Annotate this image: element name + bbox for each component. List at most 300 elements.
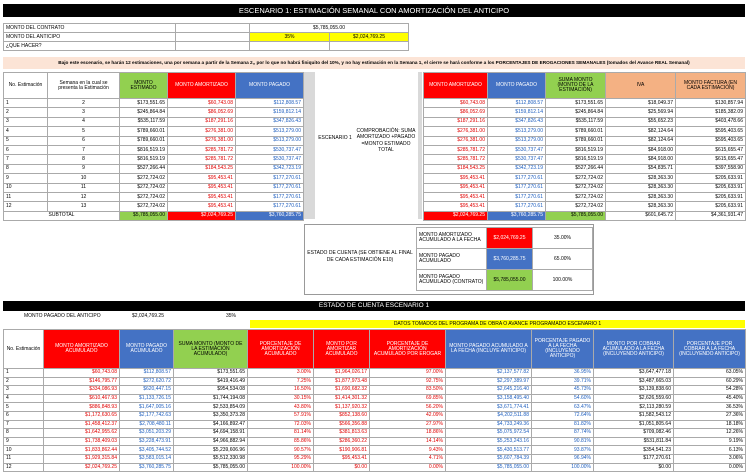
cell-no: 9 — [4, 174, 48, 183]
cell-suma-acumulado: $173,551.65 — [174, 369, 248, 378]
cell-por-cobrar: $2,113,280.59 — [594, 403, 674, 412]
cell-pagado-fecha: $3,671,774.41 — [446, 403, 532, 412]
s2-anticipo-pct: 35% — [226, 313, 237, 319]
cell-pct-amortizacion: 81.14% — [248, 429, 314, 438]
cell-monto-pagado-2: $112,808.57 — [488, 99, 546, 108]
cell-suma-acumulado: $5,512,330.98 — [174, 454, 248, 463]
cell-monto-pagado: $347,826.43 — [236, 117, 304, 126]
cell-semana: 13 — [48, 202, 120, 211]
comprobacion-label: COMPROBACIÓN: SUMA AMORTIZADO +PAGADO =MONTO ESTIMADO TOTAL — [356, 128, 416, 153]
estimations-table-left — [3, 72, 304, 221]
col-no-estimacion-2: No. Estimación — [4, 330, 44, 369]
cell-monto-pagado: $342,723.19 — [236, 164, 304, 173]
estado-row — [4, 377, 746, 386]
cell-pagado-fecha: $5,785,055.00 — [446, 463, 532, 472]
estimation-row — [4, 202, 304, 211]
estado-row — [4, 394, 746, 403]
cell-pct-por-cobrar: 63.05% — [674, 369, 746, 378]
estado-row — [4, 403, 746, 412]
subtotal-amortizado-2: $2,024,769.25 — [424, 211, 488, 220]
cell-por-cobrar: $1,582,543.12 — [594, 411, 674, 420]
cell-monto-amortizado: $60,743.08 — [168, 99, 236, 108]
cell-pct-amortizacion: 100.00% — [248, 463, 314, 472]
cell-monto-amortizado-2: $276,381.00 — [424, 127, 488, 136]
cell-monto-amortizado-2: $95,453.41 — [424, 183, 488, 192]
cell-pct-pagado-fecha: 54.60% — [532, 394, 594, 403]
cell-pct-por-erogar: 83.50% — [370, 386, 446, 395]
cell-suma-acumulado: $5,785,055.00 — [174, 463, 248, 472]
cell-monto-pagado: $159,812.14 — [236, 108, 304, 117]
cell-por-cobrar: $177,270.61 — [594, 454, 674, 463]
estimation-row-right — [424, 202, 746, 211]
subtotal-suma: $5,785,055.00 — [546, 211, 606, 220]
cell-semana: 4 — [48, 117, 120, 126]
cell-pct-amortizacion: 72.03% — [248, 420, 314, 429]
cell-no-estimacion-2: 7 — [4, 420, 44, 429]
cell-no: 12 — [4, 202, 48, 211]
cell-monto-pagado: $177,270.61 — [236, 202, 304, 211]
cell-suma-monto: $527,266.44 — [546, 164, 606, 173]
cell-no-estimacion-2: 6 — [4, 411, 44, 420]
estimation-row-right — [424, 136, 746, 145]
cell-monto-amortizado: $276,381.00 — [168, 127, 236, 136]
subtotal-iva: $601,645.72 — [606, 211, 676, 220]
cell-por-cobrar: $354,541.23 — [594, 446, 674, 455]
cell-monto-amortizado-2: $184,543.25 — [424, 164, 488, 173]
estimation-row — [4, 155, 304, 164]
subtotal-pagado-2: $3,760,285.75 — [488, 211, 546, 220]
cell-monto-factura: $205,633.91 — [676, 192, 746, 201]
estimation-row — [4, 117, 304, 126]
cell-semana: 6 — [48, 136, 120, 145]
cell-pagado-fecha: $5,253,243.16 — [446, 437, 532, 446]
estimation-row — [4, 136, 304, 145]
cell-por-amortizar: $1,877,973.48 — [314, 377, 370, 386]
cell-monto-factura: $595,403.65 — [676, 136, 746, 145]
s2-anticipo-value: $2,024,769.25 — [132, 313, 164, 319]
cell-monto-pagado: $530,737.47 — [236, 145, 304, 154]
cell-iva: $28,363.30 — [606, 174, 676, 183]
estimation-row — [4, 108, 304, 117]
cell-monto-estimado: $816,519.19 — [120, 145, 168, 154]
cell-no-estimacion-2: 4 — [4, 394, 44, 403]
cell-semana: 12 — [48, 192, 120, 201]
cell-monto-estimado: $272,724.02 — [120, 192, 168, 201]
cell-monto-pagado-2: $530,737.47 — [488, 155, 546, 164]
cell-monto-amortizado-2: $60,743.08 — [424, 99, 488, 108]
cell-pct-por-erogar: 18.86% — [370, 429, 446, 438]
cell-por-amortizar: $381,813.63 — [314, 429, 370, 438]
cell-pct-pagado-fecha: 93.87% — [532, 446, 594, 455]
cell-monto-amortizado-2: $285,781.72 — [424, 145, 488, 154]
estimation-row-right — [424, 99, 746, 108]
cell-no: 5 — [4, 136, 48, 145]
cell-pagado-acumulado: $1,133,726.15 — [120, 394, 174, 403]
cell-pct-pagado-fecha: 39.71% — [532, 377, 594, 386]
cell-pagado-fecha: $5,607,784.39 — [446, 454, 532, 463]
cell-pct-por-cobrar: 60.29% — [674, 377, 746, 386]
subtotal-pagado: $3,760,285.75 — [236, 211, 304, 220]
estimation-row — [4, 145, 304, 154]
cell-monto-pagado-2: $177,270.61 — [488, 183, 546, 192]
cell-pct-amortizacion: 7.25% — [248, 377, 314, 386]
cell-amortizado-acumulado: $1,642,955.62 — [44, 429, 120, 438]
cell-pct-por-cobrar: 0.00% — [674, 463, 746, 472]
cell-pct-por-cobrar: 3.06% — [674, 454, 746, 463]
s2-anticipo-label: MONTO PAGADO DEL ANTICIPO — [24, 313, 101, 319]
cell-monto-pagado-2: $513,279.00 — [488, 136, 546, 145]
cell-no: 10 — [4, 183, 48, 192]
cell-pct-pagado-fecha: 81.82% — [532, 420, 594, 429]
escenario-label: ESCENARIO 1 — [318, 135, 352, 141]
cell-monto-estimado: $789,660.01 — [120, 136, 168, 145]
cell-suma-acumulado: $3,350,373.28 — [174, 411, 248, 420]
cell-pct-pagado-fecha: 87.74% — [532, 429, 594, 438]
cell-suma-monto: $272,724.02 — [546, 174, 606, 183]
estimation-row-right — [424, 108, 746, 117]
estado-row — [4, 437, 746, 446]
col-semana: Semana en la cual se presenta la Estimación — [48, 73, 120, 99]
col-monto-pagado: MONTO PAGADO — [236, 73, 304, 99]
cell-suma-monto: $272,724.02 — [546, 192, 606, 201]
cell-pct-por-cobrar: 36.53% — [674, 403, 746, 412]
cell-semana: 7 — [48, 145, 120, 154]
cell-no-estimacion-2: 12 — [4, 463, 44, 472]
cell-por-amortizar: $566,356.88 — [314, 420, 370, 429]
cell-monto-estimado: $789,660.01 — [120, 127, 168, 136]
cell-amortizado-acumulado: $886,848.93 — [44, 403, 120, 412]
col-suma-monto: SUMA MONTO (MONTO DE LA ESTIMACIÓN) — [546, 73, 606, 99]
cell-pagado-acumulado: $3,051,203.29 — [120, 429, 174, 438]
cell-por-amortizar: $1,964,026.17 — [314, 369, 370, 378]
cell-pct-por-erogar: 92.75% — [370, 377, 446, 386]
col-por-amortizar: MONTO POR AMORTIZAR ACUMULADO — [314, 330, 370, 369]
estado-pagado-value: $3,760,285.75 — [487, 249, 533, 270]
cell-pct-amortizacion: 85.86% — [248, 437, 314, 446]
estimation-row-right — [424, 174, 746, 183]
cell-monto-pagado: $530,737.47 — [236, 155, 304, 164]
cell-monto-amortizado-2: $285,781.72 — [424, 155, 488, 164]
cell-suma-monto: $173,551.65 — [546, 99, 606, 108]
estimation-row-right — [424, 192, 746, 201]
cell-monto-amortizado-2: $276,381.00 — [424, 136, 488, 145]
cell-monto-amortizado: $95,453.41 — [168, 202, 236, 211]
cell-no-estimacion-2: 9 — [4, 437, 44, 446]
cell-iva: $82,124.64 — [606, 136, 676, 145]
cell-pct-por-erogar: 56.20% — [370, 403, 446, 412]
estado-amortizado-value: $2,024,769.25 — [487, 228, 533, 249]
cell-pagado-acumulado: $2,177,742.63 — [120, 411, 174, 420]
cell-por-cobrar: $0.00 — [594, 463, 674, 472]
cell-no: 6 — [4, 145, 48, 154]
cell-monto-pagado-2: $530,737.47 — [488, 145, 546, 154]
cell-suma-acumulado: $2,533,854.09 — [174, 403, 248, 412]
cell-por-cobrar: $1,051,805.64 — [594, 420, 674, 429]
cell-pct-amortizacion: 16.50% — [248, 386, 314, 395]
cell-pagado-acumulado: $1,647,005.16 — [120, 403, 174, 412]
estimation-row-right — [424, 117, 746, 126]
cell-suma-monto: $789,660.01 — [546, 136, 606, 145]
cell-suma-acumulado: $5,239,606.96 — [174, 446, 248, 455]
cell-pct-amortizacion: 95.29% — [248, 454, 314, 463]
contract-info-table — [3, 23, 409, 51]
subtotal-factura: $4,361,931.47 — [676, 211, 746, 220]
estado-row — [4, 446, 746, 455]
cell-monto-amortizado: $184,543.25 — [168, 164, 236, 173]
cell-monto-pagado-2: $513,279.00 — [488, 127, 546, 136]
cell-iva: $28,363.30 — [606, 183, 676, 192]
cell-amortizado-acumulado: $146,795.77 — [44, 377, 120, 386]
cell-pagado-acumulado: $3,760,285.75 — [120, 463, 174, 472]
cell-monto-pagado: $177,270.61 — [236, 174, 304, 183]
cell-amortizado-acumulado: $60,743.08 — [44, 369, 120, 378]
cell-suma-monto: $272,724.02 — [546, 183, 606, 192]
col-por-cobrar: MONTO POR COBRAR ACUMULADO A LA FECHA (INCLUYENDO ANTICIPO) — [594, 330, 674, 369]
cell-por-cobrar: $531,811.84 — [594, 437, 674, 446]
cell-no-estimacion-2: 8 — [4, 429, 44, 438]
cell-pct-pagado-fecha: 100.00% — [532, 463, 594, 472]
col-monto-factura: MONTO FACTURA (EN CADA ESTIMACIÓN) — [676, 73, 746, 99]
cell-monto-pagado-2: $177,270.61 — [488, 174, 546, 183]
cell-pagado-fecha: $2,297,389.97 — [446, 377, 532, 386]
estimation-row — [4, 174, 304, 183]
col-pct-por-erogar: PORCENTAJE DE AMORTIZACIÓN ACUMULADO POR EROGAR — [370, 330, 446, 369]
cell-iva: $55,652.23 — [606, 117, 676, 126]
cell-por-amortizar: $852,138.60 — [314, 411, 370, 420]
cell-monto-estimado: $272,724.02 — [120, 174, 168, 183]
cell-pagado-acumulado: $3,228,473.91 — [120, 437, 174, 446]
cell-no-estimacion-2: 10 — [4, 446, 44, 455]
cell-no: 3 — [4, 117, 48, 126]
cell-iva: $28,363.30 — [606, 202, 676, 211]
estado-cuenta-title: ESTADO DE CUENTA ESCENARIO 1 — [3, 301, 745, 311]
cell-semana: 9 — [48, 164, 120, 173]
cell-pct-pagado-fecha: 90.81% — [532, 437, 594, 446]
cell-iva: $84,918.00 — [606, 155, 676, 164]
cell-monto-amortizado: $276,381.00 — [168, 136, 236, 145]
cell-pct-pagado-fecha: 36.95% — [532, 369, 594, 378]
cell-amortizado-acumulado: $2,024,769.25 — [44, 463, 120, 472]
cell-por-amortizar: $286,360.22 — [314, 437, 370, 446]
cell-por-cobrar: $3,487,665.03 — [594, 377, 674, 386]
cell-no: 2 — [4, 108, 48, 117]
cell-pct-por-erogar: 14.14% — [370, 437, 446, 446]
scenario-note: Bajo este escenario, se harán 12 estimaciones, una por semana a partir de la Semana 2,, por lo que no habrá finiquito del 10%, y no hay estimación en la Semana 1, el cierre se hará conforme a los PORCENTAJES DE EROGACIONES SEMANALES (tomados del Avance REAL Semanal) — [3, 57, 745, 69]
cell-amortizado-acumulado: $1,172,630.65 — [44, 411, 120, 420]
cell-monto-estimado: $272,724.02 — [120, 202, 168, 211]
cell-por-cobrar: $3,139,838.60 — [594, 386, 674, 395]
col-amortizado-acumulado: MONTO AMORTIZADO ACUMULADO — [44, 330, 120, 369]
cell-monto-pagado: $112,808.57 — [236, 99, 304, 108]
cell-no: 11 — [4, 192, 48, 201]
estado-contrato-label: MONTO PAGADO ACUMULADO (CONTRATO) — [417, 270, 487, 291]
cell-pct-por-cobrar: 27.36% — [674, 411, 746, 420]
estado-row — [4, 454, 746, 463]
estado-row — [4, 411, 746, 420]
cell-pct-por-erogar: 27.97% — [370, 420, 446, 429]
anticipo-value[interactable]: $2,024,769.25 — [330, 33, 409, 42]
col-pct-por-cobrar: PORCENTAJE POR COBRAR A LA FECHA (INCLUYENDO ANTICIPO) — [674, 330, 746, 369]
cell-semana: 8 — [48, 155, 120, 164]
cell-pct-pagado-fecha: 45.73% — [532, 386, 594, 395]
cell-monto-factura: $397,558.90 — [676, 164, 746, 173]
cell-por-amortizar: $95,453.41 — [314, 454, 370, 463]
cell-monto-amortizado-2: $95,453.41 — [424, 202, 488, 211]
col-pagado-acumulado: MONTO PAGADO ACUMULADO — [120, 330, 174, 369]
estado-pagado-pct: 65.00% — [533, 249, 593, 270]
col-pct-pagado-fecha: PORCENTAJE PAGADO A LA FECHA (INCLUYENDO ANTICIPO) — [532, 330, 594, 369]
cell-monto-factura: $185,382.09 — [676, 108, 746, 117]
cell-pagado-fecha: $4,733,249.36 — [446, 420, 532, 429]
anticipo-pct[interactable]: 35% — [250, 33, 330, 42]
estimation-row — [4, 99, 304, 108]
cell-suma-acumulado: $4,166,892.47 — [174, 420, 248, 429]
cell-semana: 3 — [48, 108, 120, 117]
cell-pct-amortizacion: 30.15% — [248, 394, 314, 403]
subtotal-label: SUBTOTAL — [4, 211, 120, 220]
cell-monto-factura: $205,633.91 — [676, 174, 746, 183]
cell-pct-pagado-fecha: 63.47% — [532, 403, 594, 412]
cell-semana: 2 — [48, 99, 120, 108]
cell-no-estimacion-2: 2 — [4, 377, 44, 386]
cell-pagado-acumulado: $272,620.72 — [120, 377, 174, 386]
cell-pct-por-cobrar: 6.13% — [674, 446, 746, 455]
cell-suma-acumulado: $1,744,194.08 — [174, 394, 248, 403]
cell-suma-monto: $272,724.02 — [546, 202, 606, 211]
cell-monto-estimado: $535,117.59 — [120, 117, 168, 126]
col-monto-pagado-2: MONTO PAGADO — [488, 73, 546, 99]
estimation-row-right — [424, 145, 746, 154]
estimations-table-right — [423, 72, 746, 221]
cell-suma-monto: $245,864.84 — [546, 108, 606, 117]
que-hacer-label: ¿QUE HACER? — [4, 42, 176, 51]
estado-row — [4, 463, 746, 472]
cell-suma-monto: $789,660.01 — [546, 127, 606, 136]
cell-monto-factura: $205,633.91 — [676, 202, 746, 211]
anticipo-label: MONTO DEL ANTICIPO — [4, 33, 176, 42]
cell-por-amortizar: $1,414,301.32 — [314, 394, 370, 403]
cell-semana: 5 — [48, 127, 120, 136]
cell-amortizado-acumulado: $1,929,315.84 — [44, 454, 120, 463]
cell-semana: 10 — [48, 174, 120, 183]
cell-monto-pagado: $513,279.00 — [236, 136, 304, 145]
cell-pagado-fecha: $2,645,216.40 — [446, 386, 532, 395]
cell-monto-pagado: $177,270.61 — [236, 183, 304, 192]
col-monto-estimado: MONTO ESTIMADO — [120, 73, 168, 99]
cell-monto-factura: $615,655.47 — [676, 145, 746, 154]
cell-monto-estimado: $245,864.84 — [120, 108, 168, 117]
cell-pct-amortizacion: 3.00% — [248, 369, 314, 378]
cell-por-cobrar: $709,082.46 — [594, 429, 674, 438]
cell-monto-amortizado: $95,453.41 — [168, 192, 236, 201]
cell-por-amortizar: $1,690,682.32 — [314, 386, 370, 395]
cell-pagado-fecha: $5,075,972.54 — [446, 429, 532, 438]
estado-cuenta-table — [416, 227, 593, 291]
scenario-1-title: ESCENARIO 1: ESTIMACIÓN SEMANAL CON AMORTIZACIÓN DEL ANTICIPO — [3, 4, 745, 17]
cell-suma-monto: $535,117.59 — [546, 117, 606, 126]
cell-pct-por-erogar: 42.09% — [370, 411, 446, 420]
cell-semana: 11 — [48, 183, 120, 192]
estado-row — [4, 429, 746, 438]
cell-pct-pagado-fecha: 96.94% — [532, 454, 594, 463]
cell-amortizado-acumulado: $1,458,412.37 — [44, 420, 120, 429]
cell-no-estimacion-2: 11 — [4, 454, 44, 463]
cell-monto-pagado: $513,279.00 — [236, 127, 304, 136]
datos-programa-label: DATOS TOMADOS DEL PROGRAMA DE OBRA O AVANCE PROGRAMADO ESCENARIO 1 — [250, 320, 745, 328]
cell-pct-por-erogar: 69.85% — [370, 394, 446, 403]
cell-pct-por-erogar: 9.43% — [370, 446, 446, 455]
cell-no: 7 — [4, 155, 48, 164]
col-monto-amortizado-2: MONTO AMORTIZADO — [424, 73, 488, 99]
cell-monto-factura: $205,633.91 — [676, 183, 746, 192]
cell-amortizado-acumulado: $610,467.93 — [44, 394, 120, 403]
cell-pagado-acumulado: $620,447.15 — [120, 386, 174, 395]
estado-amortizado-label: MONTO AMORTIZADO ACUMULADO A LA FECHA — [417, 228, 487, 249]
cell-monto-amortizado: $187,291.16 — [168, 117, 236, 126]
estado-row — [4, 420, 746, 429]
estado-amortizado-pct: 35.00% — [533, 228, 593, 249]
cell-pct-por-cobrar: 45.40% — [674, 394, 746, 403]
estimation-row-right — [424, 127, 746, 136]
cell-por-amortizar: $0.00 — [314, 463, 370, 472]
estado-cuenta-detail-table — [3, 329, 746, 472]
estimation-row — [4, 192, 304, 201]
estado-pagado-label: MONTO PAGADO ACUMULADO — [417, 249, 487, 270]
cell-pagado-fecha: $5,430,513.77 — [446, 446, 532, 455]
cell-monto-amortizado-2: $86,052.69 — [424, 108, 488, 117]
cell-iva: $18,049.37 — [606, 99, 676, 108]
cell-pagado-fecha: $2,137,577.82 — [446, 369, 532, 378]
cell-no-estimacion-2: 1 — [4, 369, 44, 378]
estimation-row — [4, 127, 304, 136]
cell-monto-factura: $130,857.94 — [676, 99, 746, 108]
cell-pagado-fecha: $4,202,511.88 — [446, 411, 532, 420]
cell-pct-por-cobrar: 9.19% — [674, 437, 746, 446]
cell-pct-por-erogar: 0.00% — [370, 463, 446, 472]
contract-value[interactable]: $5,785,055.00 — [250, 24, 409, 33]
cell-no: 8 — [4, 164, 48, 173]
cell-pct-pagado-fecha: 72.64% — [532, 411, 594, 420]
cell-pct-por-erogar: 4.71% — [370, 454, 446, 463]
subtotal-amortizado: $2,024,769.25 — [168, 211, 236, 220]
cell-monto-amortizado-2: $95,453.41 — [424, 174, 488, 183]
estimation-row — [4, 164, 304, 173]
cell-monto-factura: $615,655.47 — [676, 155, 746, 164]
cell-monto-factura: $595,403.65 — [676, 127, 746, 136]
cell-monto-factura: $403,478.66 — [676, 117, 746, 126]
estimation-row-right — [424, 155, 746, 164]
scenario-divider-gray-2 — [418, 72, 422, 219]
cell-pagado-acumulado: $3,583,015.14 — [120, 454, 174, 463]
cell-monto-estimado: $527,266.44 — [120, 164, 168, 173]
cell-monto-pagado-2: $159,812.14 — [488, 108, 546, 117]
estado-row — [4, 386, 746, 395]
col-iva: IVA — [606, 73, 676, 99]
cell-monto-amortizado-2: $187,291.16 — [424, 117, 488, 126]
scenario-divider-gray — [304, 72, 315, 219]
cell-suma-monto: $816,519.19 — [546, 155, 606, 164]
cell-monto-amortizado: $86,052.69 — [168, 108, 236, 117]
cell-amortizado-acumulado: $1,833,862.44 — [44, 446, 120, 455]
cell-iva: $84,918.00 — [606, 145, 676, 154]
cell-monto-amortizado-2: $95,453.41 — [424, 192, 488, 201]
cell-por-amortizar: $1,137,920.32 — [314, 403, 370, 412]
cell-no: 4 — [4, 127, 48, 136]
cell-pct-amortizacion: 90.57% — [248, 446, 314, 455]
col-pct-amortizacion: PORCENTAJE DE AMORTIZACIÓN ACUMULADO — [248, 330, 314, 369]
cell-monto-estimado: $816,519.19 — [120, 155, 168, 164]
cell-por-cobrar: $2,626,559.60 — [594, 394, 674, 403]
